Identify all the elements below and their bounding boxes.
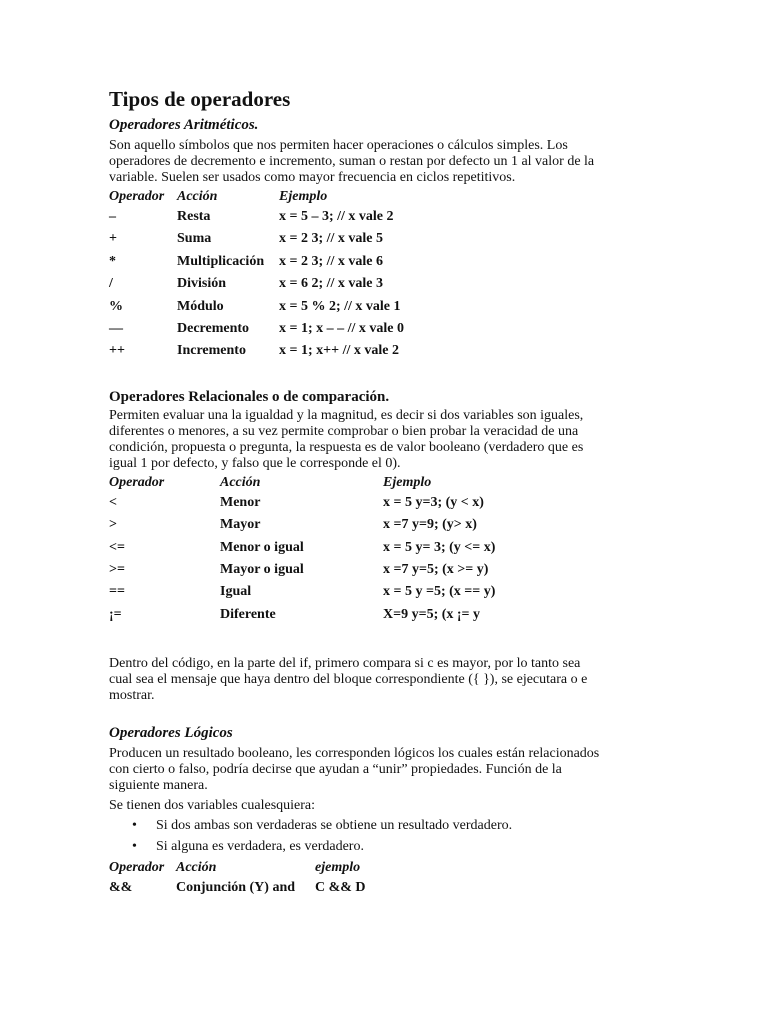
paragraph-line: Producen un resultado booleano, les corresponden lógicos los cuales están relacionados: [109, 746, 600, 762]
table-row: [109, 517, 603, 539]
example-cell: X=9 y=5; (x ¡= y: [383, 606, 481, 622]
document-page: [109, 86, 669, 902]
paragraph-line: con cierto o falso, podría decirse que ayudan a “unir” propiedades. Función de la: [109, 762, 562, 778]
action-cell: Suma: [177, 231, 212, 247]
operator-cell: +: [109, 231, 117, 247]
arithmetic-table: [109, 189, 479, 366]
action-cell: Resta: [177, 209, 211, 224]
paragraph-line: variable. Suelen ser usados como mayor frecuencia en ciclos repetitivos.: [109, 170, 516, 185]
action-cell: Incremento: [177, 343, 246, 359]
operator-cell: ++: [109, 343, 125, 359]
column-header: Operador: [109, 189, 165, 204]
action-cell: División: [177, 276, 227, 292]
table-row: [109, 343, 479, 365]
table-header-row: [109, 860, 435, 880]
paragraph-line: condición, propuesta o pregunta, la respuesta es de valor booleano (verdadero que es: [109, 439, 584, 455]
bullet-icon: •: [132, 839, 137, 855]
operator-cell: ¡=: [109, 606, 122, 622]
relational-paragraph: [109, 408, 669, 472]
example-cell: x = 6 2; // x vale 3: [279, 276, 384, 292]
list-item: [132, 839, 669, 860]
action-cell: Multiplicación: [177, 253, 265, 269]
list-item-text: Si alguna es verdadera, es verdadero.: [156, 839, 364, 855]
action-cell: Mayor: [220, 517, 261, 533]
action-cell: Módulo: [177, 298, 224, 314]
example-cell: x =7 y=5; (x >= y): [383, 561, 489, 577]
table-row: [109, 540, 603, 562]
operator-cell: ==: [109, 584, 125, 600]
paragraph-line: igual 1 por defecto, y falso que le corresponde el 0).: [109, 455, 401, 471]
example-cell: C && D: [315, 880, 366, 896]
arithmetic-heading: Operadores Aritméticos.: [109, 117, 259, 133]
logical-table: [109, 860, 435, 902]
operator-cell: %: [109, 298, 123, 314]
operator-cell: >: [109, 517, 117, 533]
operator-cell: *: [109, 253, 116, 269]
paragraph-line: operadores de decremento e incremento, suman o restan por defecto un 1 al valor de la: [109, 154, 595, 169]
example-cell: x = 5 y= 3; (y <= x): [383, 539, 496, 555]
paragraph-line: cual sea el mensaje que haya dentro del bloque correspondiente ({ }), se ejecutara o e: [109, 672, 588, 688]
table-row: [109, 276, 479, 298]
column-header: Ejemplo: [279, 189, 328, 204]
operator-cell: >=: [109, 561, 125, 577]
operator-cell: —: [109, 320, 123, 336]
table-row: [109, 562, 603, 584]
table-row: [109, 321, 479, 343]
table-row: [109, 209, 479, 231]
operator-cell: /: [109, 276, 113, 292]
paragraph-line: diferentes o menores, a su vez permite comprobar o bien probar la veracidad de una: [109, 423, 579, 439]
example-cell: x = 5 % 2; // x vale 1: [279, 298, 401, 314]
if-paragraph: [109, 656, 669, 704]
logical-heading: Operadores Lógicos: [109, 725, 233, 742]
paragraph-line: siguiente manera.: [109, 778, 208, 794]
table-row: [109, 495, 603, 517]
table-row: [109, 231, 479, 253]
action-cell: Menor: [220, 494, 261, 510]
table-row: [109, 880, 435, 902]
column-header: Ejemplo: [383, 474, 432, 490]
table-header-row: [109, 189, 479, 209]
example-cell: x = 1; x – – // x vale 0: [279, 320, 405, 336]
paragraph-line: Dentro del código, en la parte del if, primero compara si c es mayor, por lo tanto sea: [109, 656, 581, 672]
table-header-row: [109, 475, 603, 495]
arithmetic-paragraph: [109, 138, 669, 186]
list-item: [132, 818, 669, 839]
action-cell: Igual: [220, 584, 252, 600]
table-row: [109, 254, 479, 276]
action-cell: Diferente: [220, 606, 276, 622]
example-cell: x = 2 3; // x vale 6: [279, 253, 384, 269]
bullet-list: [109, 818, 669, 860]
operator-cell: –: [109, 209, 116, 224]
paragraph-line: Permiten evaluar una la igualdad y la magnitud, es decir si dos variables son iguales,: [109, 407, 584, 423]
example-cell: x = 2 3; // x vale 5: [279, 231, 384, 247]
example-cell: x =7 y=9; (y> x): [383, 517, 477, 533]
table-row: [109, 584, 603, 606]
operator-cell: <=: [109, 539, 125, 555]
column-header: Acción: [220, 474, 261, 490]
logical-intro: Se tienen dos variables cualesquiera:: [109, 798, 316, 814]
action-cell: Mayor o igual: [220, 561, 304, 577]
table-row: [109, 607, 603, 629]
example-cell: x = 5 y=3; (y < x): [383, 494, 484, 510]
operator-cell: <: [109, 494, 117, 510]
column-header: Operador: [109, 860, 165, 876]
example-cell: x = 5 y =5; (x == y): [383, 584, 496, 600]
operator-cell: &&: [109, 880, 133, 896]
example-cell: x = 5 – 3; // x vale 2: [279, 209, 394, 224]
paragraph-line: mostrar.: [109, 688, 155, 704]
relational-heading: Operadores Relacionales o de comparación.: [109, 388, 390, 405]
column-header: Acción: [177, 189, 218, 204]
action-cell: Menor o igual: [220, 539, 304, 555]
table-row: [109, 299, 479, 321]
column-header: Operador: [109, 474, 165, 490]
example-cell: x = 1; x++ // x vale 2: [279, 343, 399, 359]
column-header: Acción: [176, 860, 217, 876]
column-header: ejemplo: [315, 860, 361, 876]
paragraph-line: Son aquello símbolos que nos permiten hacer operaciones o cálculos simples. Los: [109, 138, 568, 153]
list-item-text: Si dos ambas son verdaderas se obtiene un resultado verdadero.: [156, 818, 513, 834]
page-title: Tipos de operadores: [109, 87, 291, 111]
logical-paragraph: [109, 746, 669, 794]
bullet-icon: •: [132, 818, 137, 834]
action-cell: Conjunción (Y) and: [176, 880, 296, 896]
relational-table: [109, 475, 603, 629]
action-cell: Decremento: [177, 320, 250, 336]
